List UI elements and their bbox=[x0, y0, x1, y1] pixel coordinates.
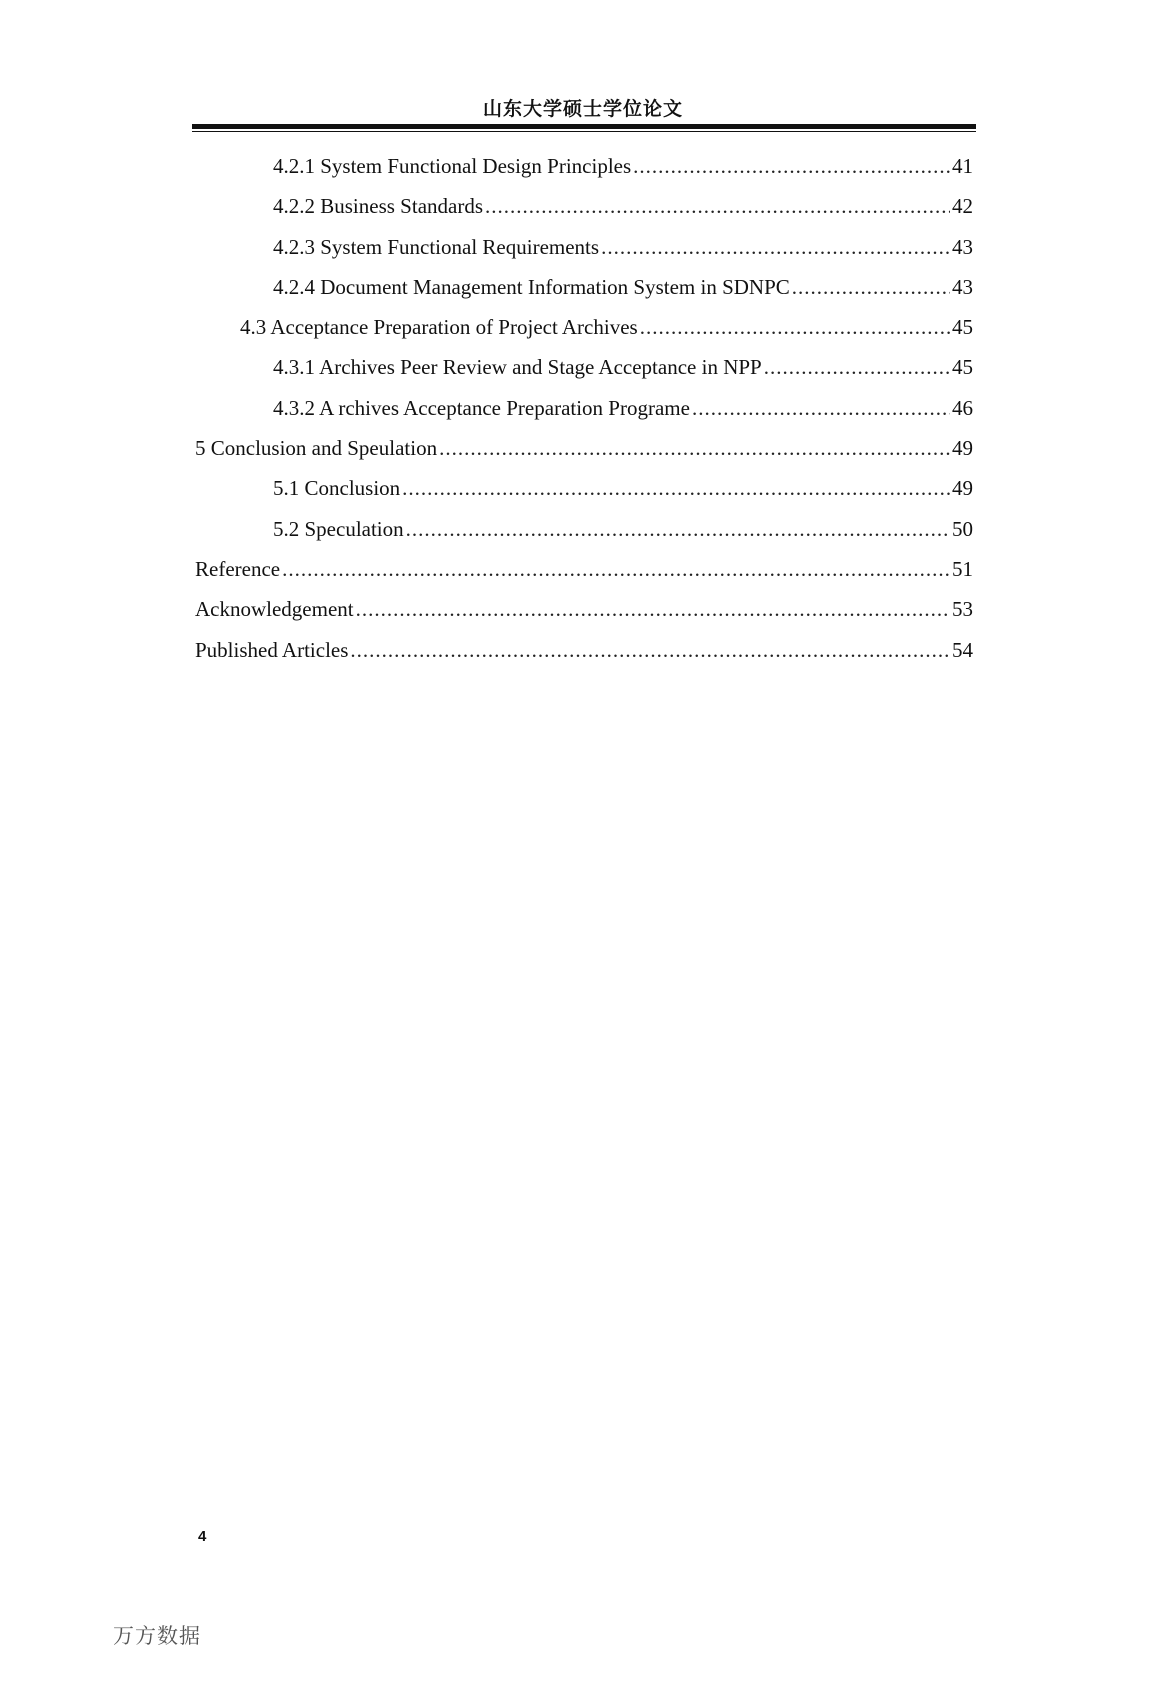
toc-entry[interactable] bbox=[195, 549, 973, 589]
toc-entry-title: 4.3.1 Archives Peer Review and Stage Acceptance in NPP bbox=[273, 355, 762, 380]
toc-entry-page: 51 bbox=[952, 556, 973, 581]
toc-dot-leader bbox=[406, 509, 950, 549]
page-number: 4 bbox=[198, 1528, 207, 1545]
toc-entry-title: Reference bbox=[195, 556, 281, 581]
toc-entry-title: 5.2 Speculation bbox=[273, 516, 404, 541]
toc-entry[interactable] bbox=[195, 227, 973, 267]
toc-dot-leader bbox=[439, 428, 950, 468]
toc-entry-title: 4.2.1 System Functional Design Principles bbox=[273, 154, 632, 178]
toc-entry-title: Published Articles bbox=[195, 637, 349, 662]
watermark: 万方数据 bbox=[113, 1624, 201, 1648]
toc-dot-leader bbox=[356, 589, 950, 629]
toc-entry[interactable] bbox=[195, 468, 973, 508]
toc-dot-leader bbox=[692, 388, 950, 428]
toc-entry-page: 50 bbox=[952, 516, 973, 541]
toc-entry-page: 42 bbox=[952, 194, 973, 219]
running-header: 山东大学硕士学位论文 bbox=[482, 98, 683, 120]
toc-entry-title: 5.1 Conclusion bbox=[273, 476, 401, 501]
toc-entry-page: 43 bbox=[952, 274, 973, 299]
toc-dot-leader bbox=[601, 227, 950, 267]
toc-entry-page: 46 bbox=[952, 395, 973, 420]
toc-entry-page: 45 bbox=[952, 355, 973, 380]
toc-entry-page: 45 bbox=[952, 315, 973, 340]
toc-entry-title: 4.3.2 A rchives Acceptance Preparation Programe bbox=[273, 395, 690, 420]
toc-entry-page: 43 bbox=[952, 234, 973, 259]
toc-entry[interactable] bbox=[195, 347, 973, 387]
toc-dot-leader bbox=[640, 307, 950, 347]
toc-dot-leader bbox=[485, 186, 950, 226]
toc-entry[interactable] bbox=[195, 388, 973, 428]
toc-entry[interactable] bbox=[195, 186, 973, 226]
toc-dot-leader bbox=[282, 549, 950, 589]
toc-entry-page: 49 bbox=[952, 436, 973, 461]
header-rule-thick bbox=[192, 124, 976, 129]
toc-dot-leader bbox=[633, 146, 950, 186]
toc-entry[interactable] bbox=[195, 307, 973, 347]
toc-entry-title: Acknowledgement bbox=[195, 597, 354, 622]
toc-entry-title: 4.2.4 Document Management Information System in SDNPC bbox=[273, 274, 790, 299]
toc-entry-title: 4.2.2 Business Standards bbox=[273, 194, 483, 219]
table-of-contents bbox=[195, 146, 973, 670]
toc-entry[interactable] bbox=[195, 428, 973, 468]
toc-entry-page: 53 bbox=[952, 597, 973, 622]
toc-entry-page: 41 bbox=[952, 154, 973, 178]
toc-dot-leader bbox=[350, 630, 950, 670]
toc-entry-title: 4.3 Acceptance Preparation of Project Archives bbox=[240, 315, 638, 340]
toc-entry[interactable] bbox=[195, 509, 973, 549]
toc-entry[interactable] bbox=[195, 630, 973, 670]
toc-dot-leader bbox=[792, 267, 950, 307]
toc-entry[interactable] bbox=[195, 267, 973, 307]
toc-entry-title: 4.2.3 System Functional Requirements bbox=[273, 234, 600, 259]
toc-dot-leader bbox=[764, 347, 950, 387]
toc-dot-leader bbox=[402, 468, 950, 508]
header-rule-thin bbox=[192, 131, 976, 132]
toc-entry-page: 49 bbox=[952, 476, 973, 501]
toc-entry[interactable] bbox=[195, 589, 973, 629]
toc-entry-page: 54 bbox=[952, 637, 973, 662]
toc-entry[interactable] bbox=[195, 146, 973, 186]
toc-entry-title: 5 Conclusion and Speulation bbox=[195, 436, 438, 461]
